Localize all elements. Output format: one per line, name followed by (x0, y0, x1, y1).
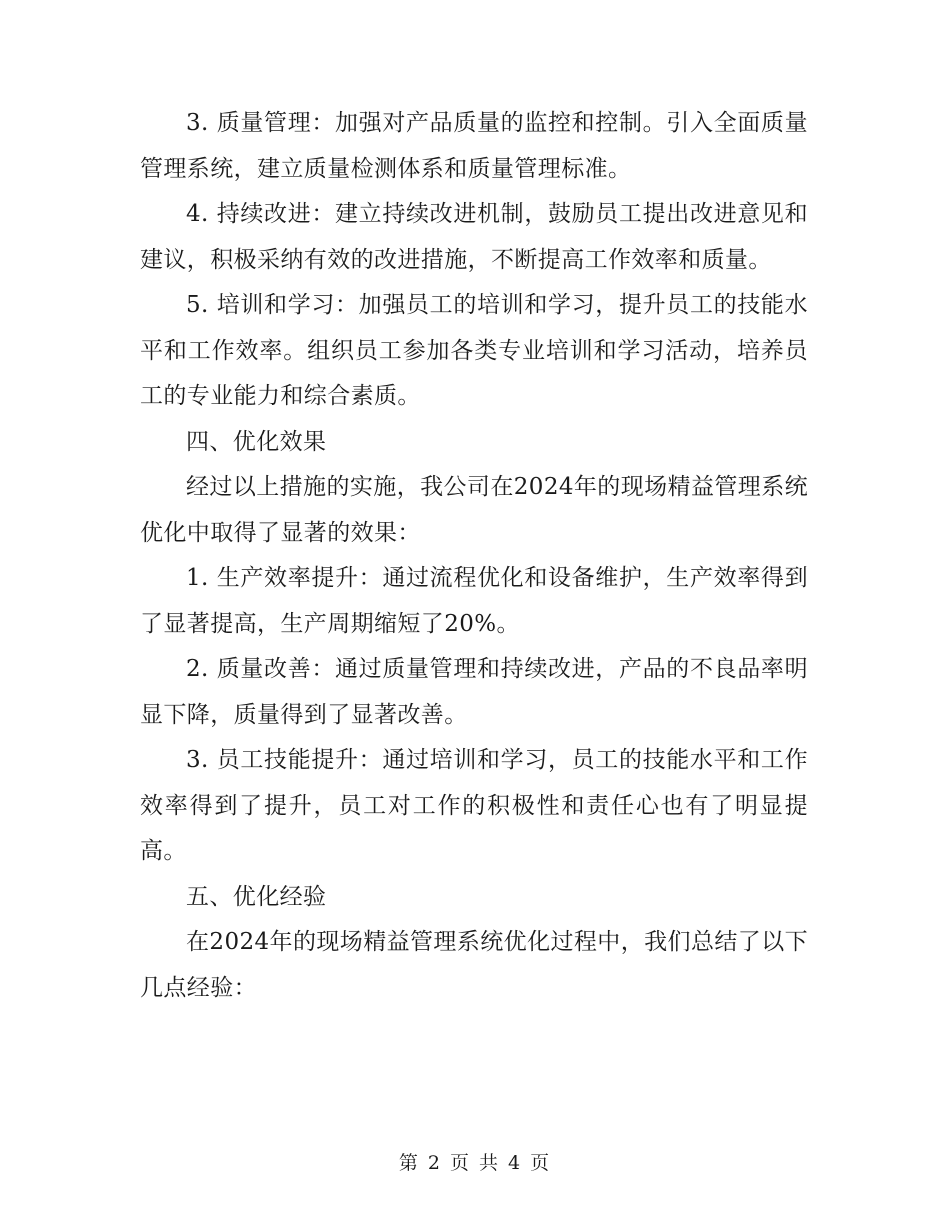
paragraph-results-intro: 经过以上措施的实施，我公司在2024年的现场精益管理系统优化中取得了显著的效果： (140, 474, 808, 546)
page-number-footer: 第 2 页 共 4 页 (398, 1152, 552, 1174)
paragraph-quality-improvement: 2. 质量改善：通过质量管理和持续改进，产品的不良品率明显下降，质量得到了显著改善。 (140, 656, 808, 728)
paragraph-continuous-improvement: 4. 持续改进：建立持续改进机制，鼓励员工提出改进意见和建议，积极采纳有效的改进措施，不断提高工作效率和质量。 (140, 201, 808, 273)
section-heading-optimization-experience: 五、优化经验 (186, 883, 327, 910)
paragraph-skill-improvement: 3. 员工技能提升：通过培训和学习，员工的技能水平和工作效率得到了提升，员工对工作的积极性和责任心也有了明显提高。 (140, 747, 808, 864)
document-body (140, 101, 808, 1011)
paragraph-quality-management: 3. 质量管理：加强对产品质量的监控和控制。引入全面质量管理系统，建立质量检测体系和质量管理标准。 (140, 110, 808, 182)
paragraph-training-learning: 5. 培训和学习：加强员工的培训和学习，提升员工的技能水平和工作效率。组织员工参加各类专业培训和学习活动，培养员工的专业能力和综合素质。 (140, 292, 808, 409)
section-heading-optimization-results: 四、优化效果 (186, 428, 327, 455)
paragraph-experience-intro: 在2024年的现场精益管理系统优化过程中，我们总结了以下几点经验： (140, 929, 808, 1001)
paragraph-efficiency-improvement: 1. 生产效率提升：通过流程优化和设备维护，生产效率得到了显著提高，生产周期缩短了20%。 (140, 565, 808, 637)
